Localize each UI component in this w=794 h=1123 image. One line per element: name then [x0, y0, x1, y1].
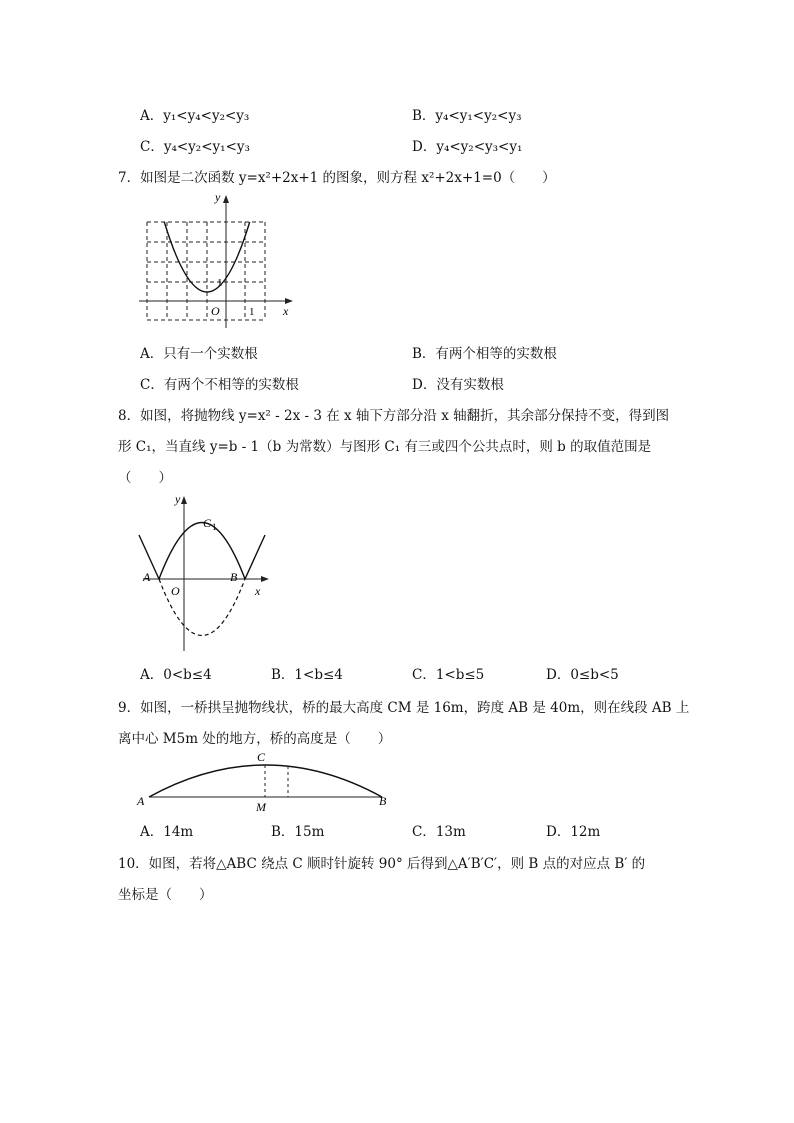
q8-x-arrow-icon — [261, 576, 269, 582]
q8-stem-line1: 8．如图，将抛物线 y=x² - 2x - 3 在 x 轴下方部分沿 x 轴翻折，其余部分保持不变，得到图 — [118, 408, 670, 424]
q7-x-label: x — [283, 304, 289, 318]
q8-a-label: A — [143, 570, 151, 584]
q9-option-b: B．15m — [271, 824, 325, 840]
q9-b-label: B — [379, 794, 387, 808]
q6-option-a: A．y₁<y₄<y₂<y₃ — [140, 108, 250, 124]
q7-stem: 7．如图是二次函数 y=x²+2x+1 的图象，则方程 x²+2x+1=0（ ） — [118, 170, 556, 186]
q9-option-a: A．14m — [140, 824, 194, 840]
q7-y-label: y — [215, 190, 221, 204]
q6-option-d: D．y₄<y₂<y₃<y₁ — [412, 139, 523, 155]
q8-right-branch — [245, 535, 265, 579]
q8-curve-label: C — [203, 516, 212, 530]
q9-arch — [149, 765, 382, 797]
q7-option-b: B．有两个相等的实数根 — [412, 346, 557, 362]
q6-option-c: C．y₄<y₂<y₁<y₃ — [140, 139, 250, 155]
q7-grid — [147, 222, 265, 320]
q7-option-a: A．只有一个实数根 — [140, 346, 258, 362]
q8-origin-label: O — [171, 584, 180, 598]
q9-stem-line2: 离中心 M5m 处的地方，桥的高度是（ ） — [118, 731, 392, 747]
q9-option-d: D．12m — [546, 824, 601, 840]
q6-option-b: B．y₄<y₁<y₂<y₃ — [412, 108, 522, 124]
q8-y-label: y — [175, 492, 181, 506]
q8-x-label: x — [255, 584, 261, 598]
q7-y-arrow-icon — [223, 195, 229, 203]
q7-option-d: D．没有实数根 — [412, 377, 504, 393]
q9-option-c: C．13m — [412, 824, 466, 840]
q7-tick-y: 1 — [217, 277, 223, 289]
q10-stem-line2: 坐标是（ ） — [118, 887, 213, 903]
q7-figure — [135, 190, 295, 330]
q8-figure — [133, 493, 273, 653]
q7-origin-label: O — [211, 304, 220, 318]
q7-tick-x: 1 — [249, 306, 255, 318]
q8-option-d: D．0≤b<5 — [546, 667, 619, 683]
q8-stem-line3: （ ） — [118, 470, 172, 486]
q7-option-c: C．有两个不相等的实数根 — [140, 377, 299, 393]
q8-option-c: C．1<b≤5 — [412, 667, 485, 683]
q9-a-label: A — [137, 794, 145, 808]
q8-stem-line2: 形 C₁，当直线 y=b - 1（b 为常数）与图形 C₁ 有三或四个公共点时，则 b 的取值范围是 — [118, 439, 652, 455]
q8-y-arrow-icon — [181, 496, 187, 504]
q8-curve-subscript: 1 — [212, 522, 217, 532]
q8-option-b: B．1<b≤4 — [271, 667, 343, 683]
q9-figure — [135, 750, 395, 812]
q9-stem-line1: 9．如图，一桥拱呈抛物线状，桥的最大高度 CM 是 16m，跨度 AB 是 40m，则在线段 AB 上 — [118, 700, 690, 716]
q8-option-a: A．0<b≤4 — [140, 667, 212, 683]
q9-c-label: C — [257, 750, 266, 764]
q8-b-label: B — [230, 570, 238, 584]
q9-m-label: M — [256, 800, 266, 814]
q10-stem-line1: 10．如图，若将△ABC 绕点 C 顺时针旋转 90° 后得到△A′B′C′，则 B 点的对应点 B′ 的 — [118, 856, 646, 872]
